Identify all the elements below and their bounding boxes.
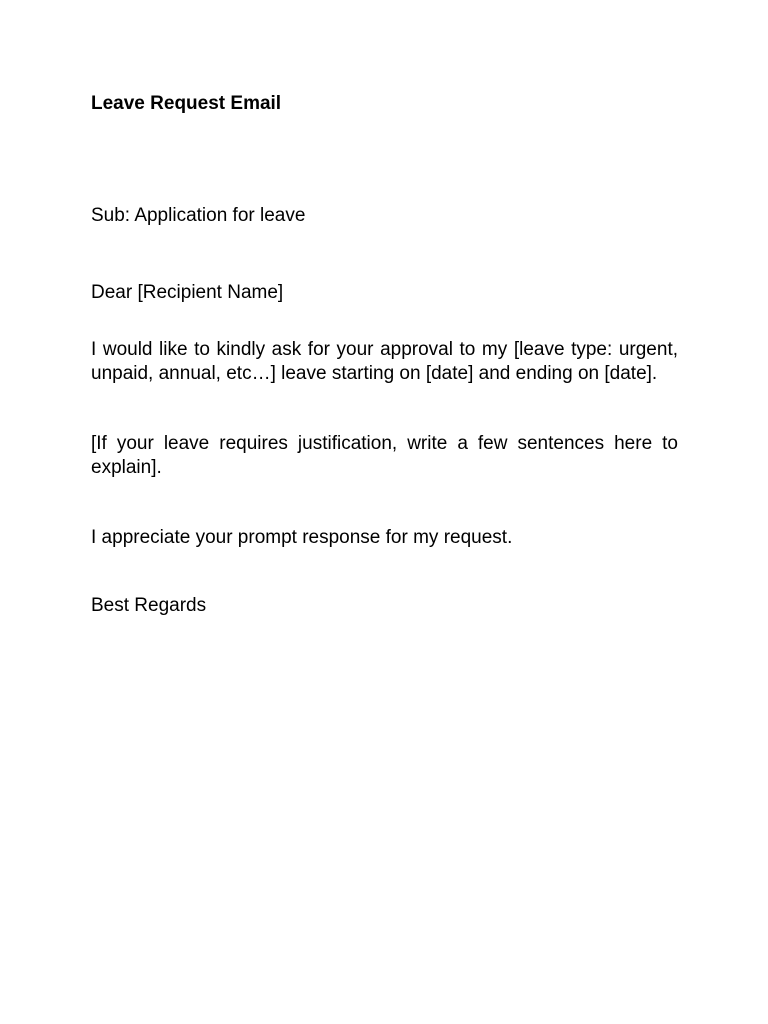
subject-line: Sub: Application for leave <box>91 205 306 226</box>
letter-body <box>91 92 678 618</box>
salutation: Dear [Recipient Name] <box>91 282 284 303</box>
paragraph-request: I would like to kindly ask for your approval to my [leave type: urgent, unpaid, annual, etc…] leave starting on [date] and ending on [date]. <box>91 339 678 384</box>
paragraph-justification: [If your leave requires justification, write a few sentences here to explain]. <box>91 433 678 478</box>
closing: Best Regards <box>91 595 207 616</box>
paragraph-appreciation: I appreciate your prompt response for my request. <box>91 527 513 548</box>
document-title: Leave Request Email <box>91 93 282 114</box>
